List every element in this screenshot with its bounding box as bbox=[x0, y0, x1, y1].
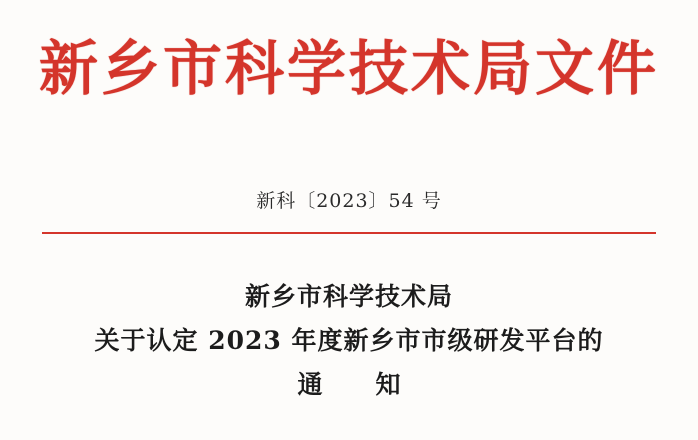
title-line-subject: 关于认定 2023 年度新乡市市级研发平台的 bbox=[94, 326, 604, 355]
title-line-notice: 通 知 bbox=[297, 370, 415, 399]
title-line-issuer: 新乡市科学技术局 bbox=[244, 282, 453, 311]
red-divider-rule bbox=[42, 232, 656, 234]
masthead-title: 新乡市科学技术局文件 bbox=[38, 34, 659, 103]
document-number: 新科〔2023〕54 号 bbox=[256, 190, 442, 212]
document-title-block bbox=[0, 275, 698, 407]
